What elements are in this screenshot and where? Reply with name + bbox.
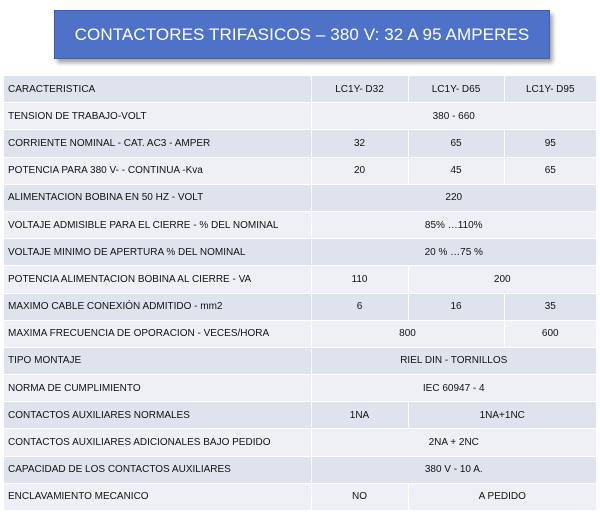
header-model-d65: LC1Y- D65	[408, 76, 504, 103]
table-row	[4, 483, 596, 510]
row-value: 200	[408, 266, 596, 293]
row-value: 16	[408, 293, 504, 320]
row-label: POTENCIA ALIMENTACION BOBINA AL CIERRE - VA	[4, 266, 311, 293]
row-value: RIEL DIN - TORNILLOS	[311, 347, 596, 374]
header-model-d32: LC1Y- D32	[311, 76, 408, 103]
row-value: 35	[504, 293, 596, 320]
row-label: VOLTAJE ADMISIBLE PARA EL CIERRE - % DEL NOMINAL	[4, 211, 311, 238]
row-label: TIPO MONTAJE	[4, 347, 311, 374]
row-value: 85% …110%	[311, 211, 596, 238]
title-banner	[54, 10, 550, 59]
row-value: 20	[311, 157, 408, 184]
page-title: CONTACTORES TRIFASICOS – 380 V: 32 A 95 AMPERES	[74, 24, 530, 44]
table-row	[4, 347, 596, 374]
table-row	[4, 184, 596, 211]
table-header-row	[4, 76, 596, 103]
table-row	[4, 157, 596, 184]
table-row	[4, 375, 596, 402]
row-label: VOLTAJE MINIMO DE APERTURA % DEL NOMINAL	[4, 239, 311, 266]
spec-table	[4, 75, 596, 510]
row-value: 220	[311, 184, 596, 211]
table-row	[4, 293, 596, 320]
row-value: 65	[408, 130, 504, 157]
row-label: CONTACTOS AUXILIARES ADICIONALES BAJO PEDIDO	[4, 429, 311, 456]
row-value: 95	[504, 130, 596, 157]
table-row	[4, 103, 596, 130]
table-row	[4, 266, 596, 293]
row-value: 65	[504, 157, 596, 184]
header-label: CARACTERISTICA	[4, 76, 311, 103]
row-value: 6	[311, 293, 408, 320]
row-value: 2NA + 2NC	[311, 429, 596, 456]
row-value: 32	[311, 130, 408, 157]
row-label: TENSION DE TRABAJO-VOLT	[4, 103, 311, 130]
table-row	[4, 239, 596, 266]
row-value: 110	[311, 266, 408, 293]
row-label: CONTACTOS AUXILIARES NORMALES	[4, 402, 311, 429]
table-row	[4, 130, 596, 157]
row-label: ENCLAVAMIENTO MECANICO	[4, 483, 311, 510]
row-label: MAXIMA FRECUENCIA DE OPORACION - VECES/HORA	[4, 320, 311, 347]
row-value: 20 % …75 %	[311, 239, 596, 266]
table-row	[4, 211, 596, 238]
row-value: IEC 60947 - 4	[311, 375, 596, 402]
table-row	[4, 402, 596, 429]
row-value: 380 V - 10 A.	[311, 456, 596, 483]
row-value: 1NA	[311, 402, 408, 429]
row-value: NO	[311, 483, 408, 510]
row-value: 45	[408, 157, 504, 184]
row-value: A PEDIDO	[408, 483, 596, 510]
row-label: ALIMENTACION BOBINA EN 50 HZ - VOLT	[4, 184, 311, 211]
row-value: 380 - 660	[311, 103, 596, 130]
row-label: NORMA DE CUMPLIMIENTO	[4, 375, 311, 402]
table-row	[4, 429, 596, 456]
row-label: POTENCIA PARA 380 V- - CONTINUA -Kva	[4, 157, 311, 184]
row-label: CORRIENTE NOMINAL - CAT. AC3 - AMPER	[4, 130, 311, 157]
row-label: CAPACIDAD DE LOS CONTACTOS AUXILIARES	[4, 456, 311, 483]
table-row	[4, 320, 596, 347]
header-model-d95: LC1Y- D95	[504, 76, 596, 103]
row-label: MAXIMO CABLE CONEXIÓN ADMITIDO - mm2	[4, 293, 311, 320]
row-value: 600	[504, 320, 596, 347]
row-value: 800	[311, 320, 504, 347]
row-value: 1NA+1NC	[408, 402, 596, 429]
table-row	[4, 456, 596, 483]
